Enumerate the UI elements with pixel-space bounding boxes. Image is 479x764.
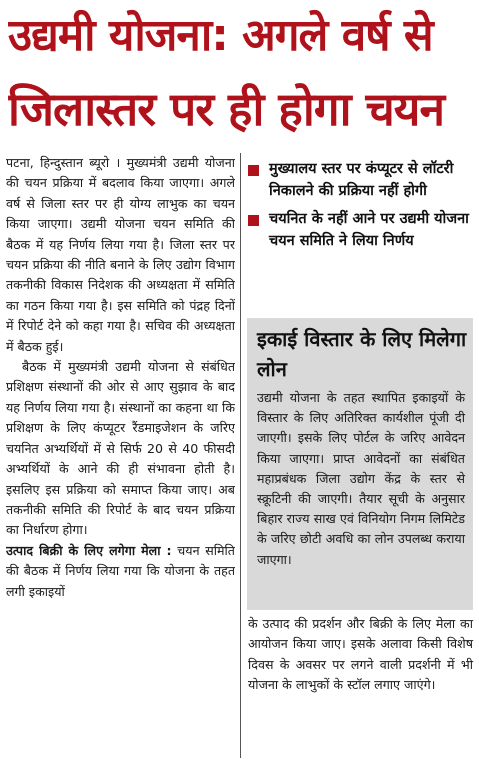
left-column <box>6 153 235 759</box>
highlight-item <box>248 158 472 202</box>
square-bullet-icon <box>248 215 259 226</box>
square-bullet-icon <box>248 165 259 176</box>
intro-paragraph: पटना, हिन्दुस्तान ब्यूरो । मुख्यमंत्री उद्यमी योजना की चयन प्रक्रिया में बदलाव किया जाएगा। अगले वर्ष से जिला स्तर पर ही योग्य लाभुक का चयन किया जाएगा। उद्यमी योजना चयन समिति की बैठक में यह निर्णय लिया गया है। जिला स्तर पर चयन प्रक्रिया की नीति बनाने के लिए उद्योग विभाग तकनीकी विकास निदेशक की अध्यक्षता में समिति का गठन किया गया है। इस समिति को पंद्रह दिनों में रिपोर्ट देने को कहा गया है। सचिव की अध्यक्षता में बैठक हुई। <box>6 155 235 354</box>
loan-box-title: इकाई विस्तार के लिए मिलेगा लोन <box>257 327 467 381</box>
loan-box <box>247 318 473 610</box>
fair-subheading: उत्पाद बिक्री के लिए लगेगा मेला : <box>6 542 172 558</box>
fair-paragraph: चयन समिति की बैठक में निर्णय लिया गया कि योजना के तहत लगी इकाइयों <box>6 542 235 599</box>
headline <box>0 0 479 148</box>
continuation-paragraph: के उत्पाद की प्रदर्शन और बिक्री के लिए मेला का आयोजन किया जाए। इसके अलावा किसी विशेष दिवस के अवसर पर लगने वाली प्रदर्शनी में भी योजना के लाभुकों के स्टॉल लगाए जाएंगे। <box>248 616 473 693</box>
loan-box-body: उद्यमी योजना के तहत स्थापित इकाइयों के विस्तार के लिए अतिरिक्त कार्यशील पूंजी दी जाएगी। इसके लिए पोर्टल के जरिए आवेदन किया जाएगा। प्राप्त आवेदनों का संबंधित महाप्रबंधक जिला उद्योग केंद्र के स्तर से स्क्रूटिनी की जाएगी। तैयार सूची के अनुसार बिहार राज्य साख एवं विनियोग निगम लिमिटेड के जरिए छोटी अवधि का लोन उपलब्ध कराया जाएगा। <box>257 390 465 567</box>
headline-line-1: उद्यमी योजना: अगले वर्ष से <box>8 10 433 61</box>
headline-line-2: जिलास्तर पर ही होगा चयन <box>8 82 444 136</box>
highlights-list <box>248 158 472 258</box>
highlight-text: चयनित के नहीं आने पर उद्यमी योजना चयन समिति ने लिया निर्णय <box>269 211 469 249</box>
highlight-item <box>248 208 472 252</box>
highlight-text: मुख्यालय स्तर पर कंप्यूटर से लॉटरी निकालने की प्रक्रिया नहीं होगी <box>269 161 454 199</box>
meeting-paragraph: बैठक में मुख्यमंत्री उद्यमी योजना से संबंधित प्रशिक्षण संस्थानों की ओर से आए सुझाव के बाद यह निर्णय लिया गया है। संस्थानों का कहना था कि प्रशिक्षण के लिए कंप्यूटर रैंडमाइजेशन के जरिए चयनित अभ्यर्थियों में से सिर्फ 20 से 40 फीसदी अभ्यर्थियों के आने की ही संभावना होती है। इसलिए इस प्रक्रिया को समाप्त किया जाए। अब तकनीकी समिति की रिपोर्ट के बाद चयन प्रक्रिया का निर्धारण होगा। <box>6 359 235 538</box>
column-divider <box>240 153 241 758</box>
